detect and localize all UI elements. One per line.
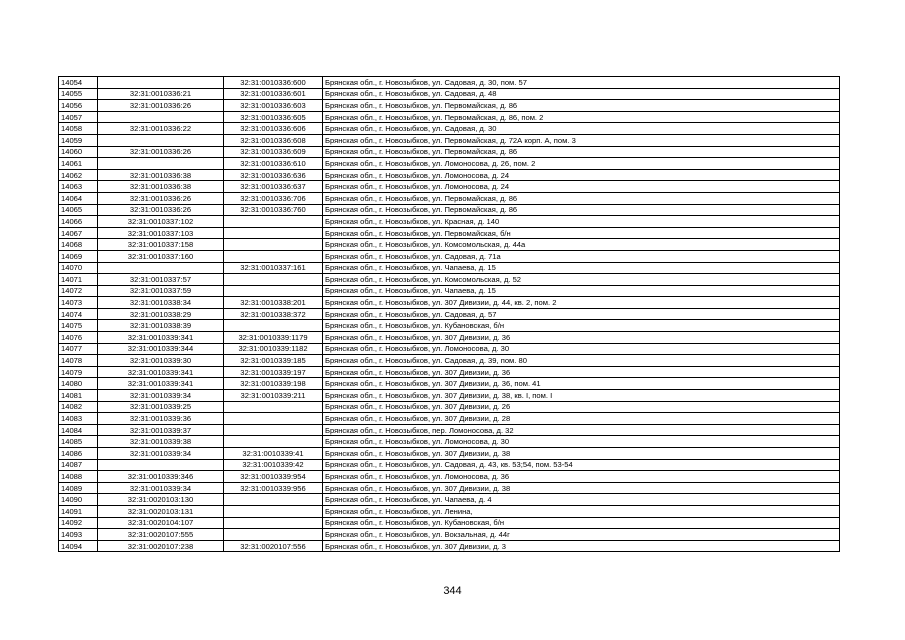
record-number-cell: 14064 [59, 192, 98, 204]
land-cadastral-number-cell: 32:31:0010339:341 [98, 378, 224, 390]
land-cadastral-number-cell: 32:31:0010338:29 [98, 308, 224, 320]
address-cell: Брянская обл., г. Новозыбков, ул. 307 Дивизии, д. 36 [323, 332, 840, 344]
address-cell: Брянская обл., г. Новозыбков, ул. Садовая, д. 48 [323, 88, 840, 100]
object-cadastral-number-cell [224, 274, 323, 286]
land-cadastral-number-cell [98, 77, 224, 89]
land-cadastral-number-cell: 32:31:0010336:38 [98, 181, 224, 193]
record-number-cell: 14091 [59, 505, 98, 517]
table-row [59, 401, 840, 413]
land-cadastral-number-cell: 32:31:0020103:131 [98, 505, 224, 517]
table-row [59, 216, 840, 228]
address-cell: Брянская обл., г. Новозыбков, ул. Ломоносова, д. 30 [323, 343, 840, 355]
table-row [59, 332, 840, 344]
address-cell: Брянская обл., г. Новозыбков, ул. Красная, д. 140 [323, 216, 840, 228]
object-cadastral-number-cell: 32:31:0010338:372 [224, 308, 323, 320]
object-cadastral-number-cell: 32:31:0020107:556 [224, 540, 323, 552]
record-number-cell: 14079 [59, 366, 98, 378]
address-cell: Брянская обл., г. Новозыбков, ул. Ленина, [323, 505, 840, 517]
land-cadastral-number-cell: 32:31:0020103:130 [98, 494, 224, 506]
table-row [59, 297, 840, 309]
record-number-cell: 14077 [59, 343, 98, 355]
object-cadastral-number-cell: 32:31:0010337:161 [224, 262, 323, 274]
table-row [59, 204, 840, 216]
address-cell: Брянская обл., г. Новозыбков, ул. Вокзальная, д. 44г [323, 529, 840, 541]
object-cadastral-number-cell: 32:31:0010336:636 [224, 169, 323, 181]
record-number-cell: 14084 [59, 424, 98, 436]
table-row [59, 517, 840, 529]
record-number-cell: 14054 [59, 77, 98, 89]
object-cadastral-number-cell: 32:31:0010336:637 [224, 181, 323, 193]
address-cell: Брянская обл., г. Новозыбков, ул. Первомайская, д. 86, пом. 2 [323, 111, 840, 123]
table-row [59, 471, 840, 483]
table-row [59, 262, 840, 274]
record-number-cell: 14068 [59, 239, 98, 251]
record-number-cell: 14086 [59, 448, 98, 460]
land-cadastral-number-cell [98, 459, 224, 471]
table-row [59, 77, 840, 89]
table-row [59, 459, 840, 471]
record-number-cell: 14074 [59, 308, 98, 320]
land-cadastral-number-cell [98, 134, 224, 146]
table-row [59, 285, 840, 297]
land-cadastral-number-cell: 32:31:0010337:103 [98, 227, 224, 239]
address-cell: Брянская обл., г. Новозыбков, пер. Ломоносова, д. 32 [323, 424, 840, 436]
record-number-cell: 14090 [59, 494, 98, 506]
object-cadastral-number-cell: 32:31:0010339:211 [224, 390, 323, 402]
object-cadastral-number-cell [224, 285, 323, 297]
land-cadastral-number-cell: 32:31:0010336:21 [98, 88, 224, 100]
record-number-cell: 14087 [59, 459, 98, 471]
address-cell: Брянская обл., г. Новозыбков, ул. Садовая, д. 39, пом. 80 [323, 355, 840, 367]
address-cell: Брянская обл., г. Новозыбков, ул. Кубановская, б/н [323, 320, 840, 332]
table-row [59, 494, 840, 506]
record-number-cell: 14085 [59, 436, 98, 448]
table-row [59, 505, 840, 517]
record-number-cell: 14073 [59, 297, 98, 309]
table-row [59, 413, 840, 425]
land-cadastral-number-cell [98, 111, 224, 123]
object-cadastral-number-cell: 32:31:0010339:1179 [224, 332, 323, 344]
address-cell: Брянская обл., г. Новозыбков, ул. Первомайская, д. 72А корп. А, пом. 3 [323, 134, 840, 146]
table-row [59, 123, 840, 135]
object-cadastral-number-cell [224, 494, 323, 506]
record-number-cell: 14058 [59, 123, 98, 135]
address-cell: Брянская обл., г. Новозыбков, ул. 307 Дивизии, д. 44, кв. 2, пом. 2 [323, 297, 840, 309]
table-row [59, 134, 840, 146]
table-row [59, 424, 840, 436]
record-number-cell: 14080 [59, 378, 98, 390]
table-row [59, 181, 840, 193]
address-cell: Брянская обл., г. Новозыбков, ул. Первомайская, д. 86 [323, 204, 840, 216]
record-number-cell: 14089 [59, 482, 98, 494]
table-row [59, 88, 840, 100]
object-cadastral-number-cell: 32:31:0010339:954 [224, 471, 323, 483]
object-cadastral-number-cell [224, 239, 323, 251]
object-cadastral-number-cell: 32:31:0010336:706 [224, 192, 323, 204]
table-row [59, 390, 840, 402]
land-cadastral-number-cell [98, 262, 224, 274]
table-body [59, 77, 840, 552]
land-cadastral-number-cell: 32:31:0010339:36 [98, 413, 224, 425]
table-row [59, 239, 840, 251]
record-number-cell: 14059 [59, 134, 98, 146]
table-row [59, 540, 840, 552]
record-number-cell: 14070 [59, 262, 98, 274]
land-cadastral-number-cell: 32:31:0020107:238 [98, 540, 224, 552]
record-number-cell: 14066 [59, 216, 98, 228]
table-row [59, 343, 840, 355]
land-cadastral-number-cell: 32:31:0010339:34 [98, 482, 224, 494]
record-number-cell: 14067 [59, 227, 98, 239]
object-cadastral-number-cell [224, 250, 323, 262]
address-cell: Брянская обл., г. Новозыбков, ул. 307 Дивизии, д. 38 [323, 482, 840, 494]
address-cell: Брянская обл., г. Новозыбков, ул. Кубановская, б/н [323, 517, 840, 529]
table-row [59, 366, 840, 378]
land-cadastral-number-cell: 32:31:0010339:341 [98, 366, 224, 378]
land-cadastral-number-cell: 32:31:0010339:34 [98, 390, 224, 402]
record-number-cell: 14062 [59, 169, 98, 181]
table-row [59, 227, 840, 239]
table-row [59, 250, 840, 262]
address-cell: Брянская обл., г. Новозыбков, ул. Ломоносова, д. 26, пом. 2 [323, 158, 840, 170]
address-cell: Брянская обл., г. Новозыбков, ул. Чапаева, д. 15 [323, 262, 840, 274]
land-cadastral-number-cell: 32:31:0010338:34 [98, 297, 224, 309]
address-cell: Брянская обл., г. Новозыбков, ул. Садовая, д. 57 [323, 308, 840, 320]
record-number-cell: 14094 [59, 540, 98, 552]
land-cadastral-number-cell: 32:31:0010339:341 [98, 332, 224, 344]
address-cell: Брянская обл., г. Новозыбков, ул. Первомайская, д. 86 [323, 100, 840, 112]
land-cadastral-number-cell: 32:31:0010339:30 [98, 355, 224, 367]
land-cadastral-number-cell: 32:31:0010339:344 [98, 343, 224, 355]
table-row [59, 355, 840, 367]
table-row [59, 482, 840, 494]
record-number-cell: 14063 [59, 181, 98, 193]
object-cadastral-number-cell: 32:31:0010336:760 [224, 204, 323, 216]
object-cadastral-number-cell: 32:31:0010336:601 [224, 88, 323, 100]
address-cell: Брянская обл., г. Новозыбков, ул. Комсомольская, д. 52 [323, 274, 840, 286]
record-number-cell: 14061 [59, 158, 98, 170]
object-cadastral-number-cell: 32:31:0010336:600 [224, 77, 323, 89]
object-cadastral-number-cell: 32:31:0010336:608 [224, 134, 323, 146]
address-cell: Брянская обл., г. Новозыбков, ул. Первомайская, д. 86 [323, 146, 840, 158]
object-cadastral-number-cell: 32:31:0010339:197 [224, 366, 323, 378]
table-row [59, 274, 840, 286]
record-number-cell: 14055 [59, 88, 98, 100]
address-cell: Брянская обл., г. Новозыбков, ул. Первомайская, б/н [323, 227, 840, 239]
table-row [59, 192, 840, 204]
address-cell: Брянская обл., г. Новозыбков, ул. 307 Дивизии, д. 38 [323, 448, 840, 460]
record-number-cell: 14093 [59, 529, 98, 541]
object-cadastral-number-cell: 32:31:0010339:42 [224, 459, 323, 471]
object-cadastral-number-cell [224, 517, 323, 529]
record-number-cell: 14060 [59, 146, 98, 158]
object-cadastral-number-cell: 32:31:0010339:198 [224, 378, 323, 390]
object-cadastral-number-cell [224, 227, 323, 239]
object-cadastral-number-cell [224, 436, 323, 448]
address-cell: Брянская обл., г. Новозыбков, ул. Ломоносова, д. 30 [323, 436, 840, 448]
address-cell: Брянская обл., г. Новозыбков, ул. 307 Дивизии, д. 38, кв. I, пом. I [323, 390, 840, 402]
address-cell: Брянская обл., г. Новозыбков, ул. 307 Дивизии, д. 3 [323, 540, 840, 552]
table-row [59, 169, 840, 181]
object-cadastral-number-cell: 32:31:0010336:610 [224, 158, 323, 170]
land-cadastral-number-cell: 32:31:0010339:346 [98, 471, 224, 483]
object-cadastral-number-cell: 32:31:0010336:605 [224, 111, 323, 123]
address-cell: Брянская обл., г. Новозыбков, ул. Первомайская, д. 86 [323, 192, 840, 204]
address-cell: Брянская обл., г. Новозыбков, ул. Комсомольская, д. 44а [323, 239, 840, 251]
address-cell: Брянская обл., г. Новозыбков, ул. Садовая, д. 71а [323, 250, 840, 262]
object-cadastral-number-cell [224, 424, 323, 436]
record-number-cell: 14078 [59, 355, 98, 367]
record-number-cell: 14069 [59, 250, 98, 262]
object-cadastral-number-cell: 32:31:0010336:606 [224, 123, 323, 135]
record-number-cell: 14082 [59, 401, 98, 413]
address-cell: Брянская обл., г. Новозыбков, ул. Садовая, д. 30, пом. 57 [323, 77, 840, 89]
record-number-cell: 14076 [59, 332, 98, 344]
record-number-cell: 14072 [59, 285, 98, 297]
record-number-cell: 14065 [59, 204, 98, 216]
land-cadastral-number-cell: 32:31:0010339:34 [98, 448, 224, 460]
address-cell: Брянская обл., г. Новозыбков, ул. Ломоносова, д. 24 [323, 169, 840, 181]
land-cadastral-number-cell: 32:31:0010337:102 [98, 216, 224, 228]
table-row [59, 111, 840, 123]
object-cadastral-number-cell: 32:31:0010339:1182 [224, 343, 323, 355]
record-number-cell: 14092 [59, 517, 98, 529]
table-row [59, 146, 840, 158]
object-cadastral-number-cell [224, 401, 323, 413]
table-row [59, 158, 840, 170]
object-cadastral-number-cell: 32:31:0010336:609 [224, 146, 323, 158]
land-cadastral-number-cell: 32:31:0010339:37 [98, 424, 224, 436]
object-cadastral-number-cell [224, 216, 323, 228]
object-cadastral-number-cell: 32:31:0010339:41 [224, 448, 323, 460]
land-cadastral-number-cell: 32:31:0010337:57 [98, 274, 224, 286]
record-number-cell: 14088 [59, 471, 98, 483]
record-number-cell: 14071 [59, 274, 98, 286]
table-row [59, 436, 840, 448]
table-row [59, 448, 840, 460]
object-cadastral-number-cell [224, 505, 323, 517]
table-row [59, 378, 840, 390]
land-cadastral-number-cell: 32:31:0010336:26 [98, 192, 224, 204]
record-number-cell: 14057 [59, 111, 98, 123]
land-cadastral-number-cell: 32:31:0020107:555 [98, 529, 224, 541]
land-cadastral-number-cell: 32:31:0010337:59 [98, 285, 224, 297]
address-cell: Брянская обл., г. Новозыбков, ул. Садовая, д. 43, кв. 53;54, пом. 53-54 [323, 459, 840, 471]
table-row [59, 320, 840, 332]
record-number-cell: 14081 [59, 390, 98, 402]
land-cadastral-number-cell [98, 158, 224, 170]
object-cadastral-number-cell: 32:31:0010339:956 [224, 482, 323, 494]
address-cell: Брянская обл., г. Новозыбков, ул. Чапаева, д. 15 [323, 285, 840, 297]
address-cell: Брянская обл., г. Новозыбков, ул. 307 Дивизии, д. 36, пом. 41 [323, 378, 840, 390]
land-cadastral-number-cell: 32:31:0010338:39 [98, 320, 224, 332]
table-row [59, 529, 840, 541]
table-row [59, 308, 840, 320]
object-cadastral-number-cell [224, 413, 323, 425]
page-number: 344 [443, 585, 462, 597]
land-cadastral-number-cell: 32:31:0010336:26 [98, 204, 224, 216]
land-cadastral-number-cell: 32:31:0010336:26 [98, 146, 224, 158]
cadastral-register-table [58, 76, 840, 552]
address-cell: Брянская обл., г. Новозыбков, ул. Чапаева, д. 4 [323, 494, 840, 506]
land-cadastral-number-cell: 32:31:0020104:107 [98, 517, 224, 529]
table-row [59, 100, 840, 112]
object-cadastral-number-cell [224, 529, 323, 541]
land-cadastral-number-cell: 32:31:0010339:25 [98, 401, 224, 413]
land-cadastral-number-cell: 32:31:0010337:158 [98, 239, 224, 251]
address-cell: Брянская обл., г. Новозыбков, ул. Ломоносова, д. 36 [323, 471, 840, 483]
land-cadastral-number-cell: 32:31:0010337:160 [98, 250, 224, 262]
record-number-cell: 14056 [59, 100, 98, 112]
address-cell: Брянская обл., г. Новозыбков, ул. 307 Дивизии, д. 36 [323, 366, 840, 378]
record-number-cell: 14083 [59, 413, 98, 425]
land-cadastral-number-cell: 32:31:0010336:26 [98, 100, 224, 112]
land-cadastral-number-cell: 32:31:0010336:22 [98, 123, 224, 135]
land-cadastral-number-cell: 32:31:0010339:38 [98, 436, 224, 448]
object-cadastral-number-cell: 32:31:0010339:185 [224, 355, 323, 367]
object-cadastral-number-cell [224, 320, 323, 332]
object-cadastral-number-cell: 32:31:0010336:603 [224, 100, 323, 112]
object-cadastral-number-cell: 32:31:0010338:201 [224, 297, 323, 309]
land-cadastral-number-cell: 32:31:0010336:38 [98, 169, 224, 181]
address-cell: Брянская обл., г. Новозыбков, ул. Ломоносова, д. 24 [323, 181, 840, 193]
address-cell: Брянская обл., г. Новозыбков, ул. 307 Дивизии, д. 28 [323, 413, 840, 425]
record-number-cell: 14075 [59, 320, 98, 332]
address-cell: Брянская обл., г. Новозыбков, ул. Садовая, д. 30 [323, 123, 840, 135]
address-cell: Брянская обл., г. Новозыбков, ул. 307 Дивизии, д. 26 [323, 401, 840, 413]
